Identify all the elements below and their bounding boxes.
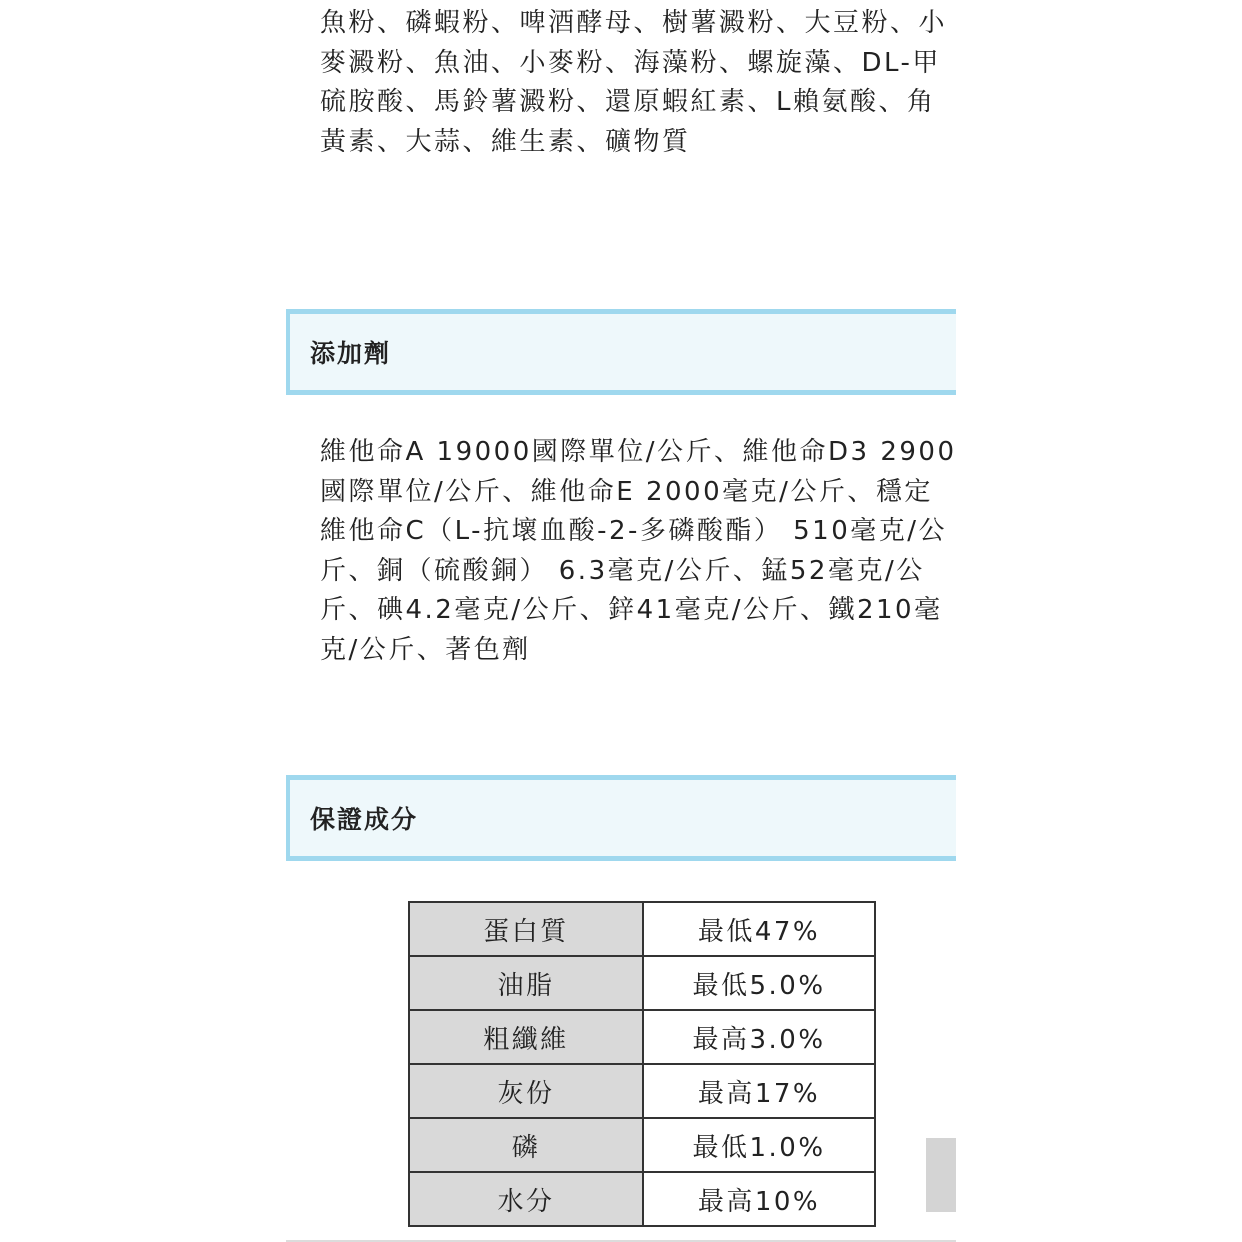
table-row [409,956,875,1010]
nutrient-name: 粗纖維 [409,1010,643,1064]
nutrient-name: 油脂 [409,956,643,1010]
corner-decoration [926,1138,956,1212]
guarantee-title: 保證成分 [310,805,419,834]
nutrient-name: 蛋白質 [409,902,643,956]
nutrient-value: 最低5.0% [643,956,875,1010]
table-row [409,1064,875,1118]
additives-title: 添加劑 [310,339,392,368]
guaranteed-analysis-table [408,901,876,1227]
nutrient-value: 最高17% [643,1064,875,1118]
nutrient-value: 最高10% [643,1172,875,1226]
nutrient-name: 水分 [409,1172,643,1226]
ingredients-text: 魚粉、磷蝦粉、啤酒酵母、樹薯澱粉、大豆粉、小麥澱粉、魚油、小麥粉、海藻粉、螺旋藻、DL-甲硫胺酸、馬鈴薯澱粉、還原蝦紅素、L賴氨酸、角黃素、大蒜、維生素、礦物質 [320,8,948,157]
nutrient-value: 最低47% [643,902,875,956]
guarantee-section-header [286,775,956,861]
nutrient-name: 磷 [409,1118,643,1172]
nutrient-value: 最低1.0% [643,1118,875,1172]
table-row [409,902,875,956]
nutrient-value: 最高3.0% [643,1010,875,1064]
nutrient-name: 灰份 [409,1064,643,1118]
table-row [409,1010,875,1064]
table-row [409,1172,875,1226]
additives-section-header [286,309,956,395]
additives-text: 維他命A 19000國際單位/公斤、維他命D3 2900國際單位/公斤、維他命E 2000毫克/公斤、穩定維他命C（L-抗壞血酸-2-多磷酸酯） 510毫克/公斤、銅（硫酸銅） 6.3毫克/公斤、錳52毫克/公斤、碘4.2毫克/公斤、鋅41毫克/公斤、鐵210毫克/公斤、著色劑 [320,437,957,665]
table-row [409,1118,875,1172]
